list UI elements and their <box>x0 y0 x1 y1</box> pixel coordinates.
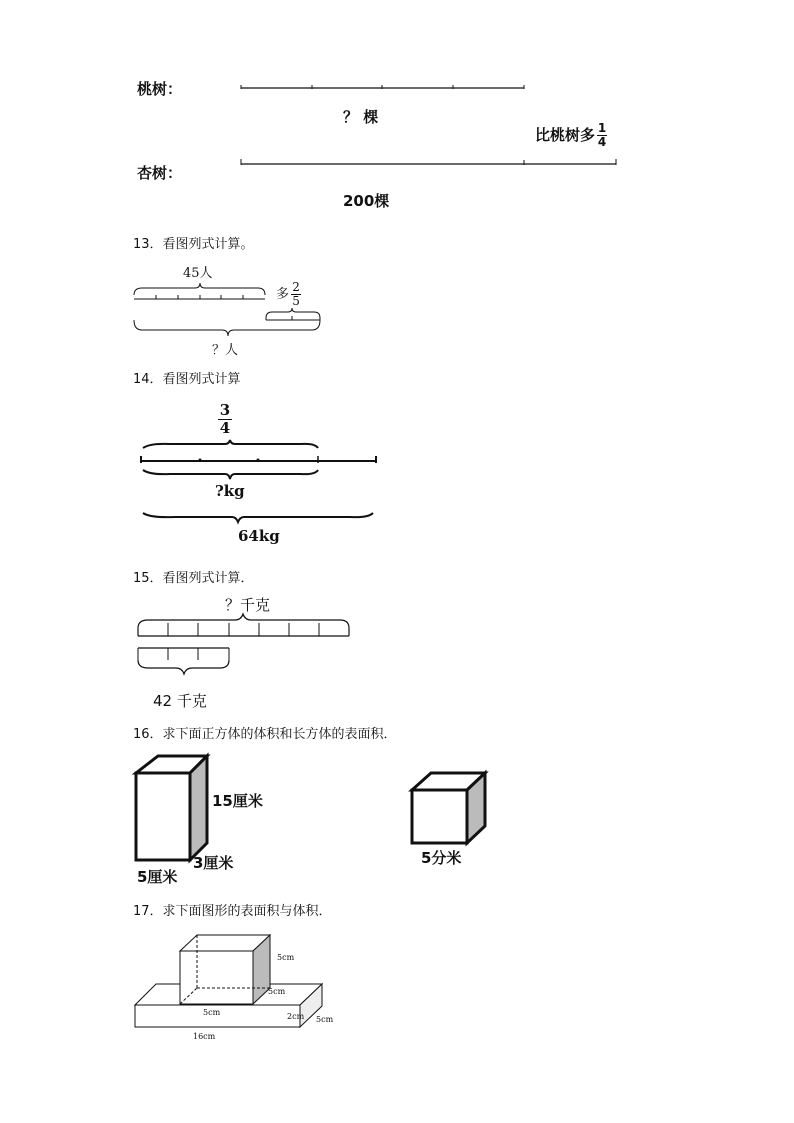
q17-title: 17．求下面图形的表面积与体积． <box>133 904 332 919</box>
q14-title: 14．看图列式计算 <box>133 372 241 387</box>
q17-top-height: 5cm <box>277 953 295 962</box>
q17-base-side: 5cm <box>316 1015 334 1024</box>
peach-label: 桃树： <box>137 80 183 98</box>
q14-unknown-label: ?kg <box>215 482 245 500</box>
q15-top-label: ？千克 <box>225 596 271 614</box>
q16-depth-label: 3厘米 <box>193 854 234 872</box>
q16-width-label: 5厘米 <box>137 868 178 886</box>
q13-top-label: 45人 <box>183 266 213 281</box>
q17-top-width: 5cm <box>203 1008 221 1017</box>
q15-title: 15．看图列式计算． <box>133 571 254 586</box>
q17-base-length: 16cm <box>193 1032 216 1041</box>
peach-question: ？ 棵 <box>343 108 379 126</box>
q13-more-label: 多 $\frac{2}{5}$ <box>276 280 300 308</box>
q17-base-depth: 2cm <box>287 1012 305 1021</box>
q16-height-label: 15厘米 <box>212 792 263 810</box>
q14-fraction: $\frac{3}{4}$ <box>219 401 231 437</box>
q13-bottom-label: ？人 <box>212 343 239 358</box>
q16-title: 16．求下面正方体的体积和长方体的表面积． <box>133 727 397 742</box>
compare-text: 比桃树多 $\frac{1}{4}$ <box>535 121 607 149</box>
q14-total-label: 64kg <box>238 527 280 545</box>
q13-title: 13．看图列式计算。 <box>133 237 254 252</box>
q16-cube-label: 5分米 <box>421 849 462 867</box>
apricot-label: 杏树： <box>137 164 183 182</box>
q17-top-depth: 5cm <box>268 987 286 996</box>
q15-bottom-label: 42 千克 <box>153 692 207 710</box>
apricot-total: 200棵 <box>343 192 390 210</box>
